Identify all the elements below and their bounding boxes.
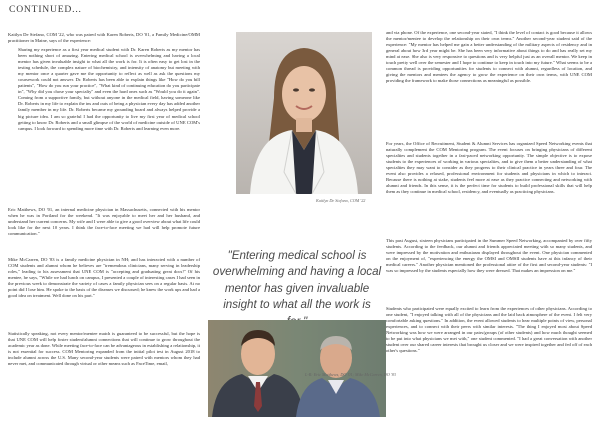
page-title: CONTINUED... [9, 4, 82, 15]
paragraph-eric-matthews: Eric Matthews, DO '01, an internal medicine physician in Massachusetts, connected with his mentor when he was in Portland for the weekend. "It was enjoyable to meet her and her husband, and understand her current concerns. My wife and I were able to give a good overview about what life could look like for the next 10 years. I think the face-to-face meeting we had will help promote future communication." [8, 207, 200, 237]
paragraph-second-year: and via phone. Of the experience, one second-year stated, "I think the level of contact is good because it allows the mentor/mentee to develop the relationship on their own terms." Another second-year student said of the experience: "My mentor has helped me gain a better understanding of the military aspects of residency and in general about how 3rd year might be. She has been very informative about things to do and has really set my mind at ease. She also is very responsive to questions and is very helpful just as an overall mentor. We keep in touch pretty well over the semester and I hope to continue to keep in touch into my future." What seems to be a common thread is providing opportunities for students to connect with alumni, regardless of location, and giving the mentors and mentees the agency to grow the experience on their own terms, with UNE COM providing the framework to make those connections as meaningful as possible. [386, 30, 592, 84]
photo-caption-top: Kaitlyn De Stefano, COM '22 [316, 198, 366, 203]
paragraph-statistics: Statistically speaking, not every mentor/mentee match is guaranteed to be successful, but the hope is that UNE COM will help foster student/alumni connections that will continue to grow throughout the academic year as done. While meeting face-to-face can be advantageous in establishing a relationship, it is not essential for success. COM Mentoring expanded from the initial pilot test in August 2018 to include alumni across the U.S. Many second-year students were paired with mentors whom they had never met, and communicated through virtual or other means such as FaceTime, email, [8, 331, 200, 367]
intro-paragraph: Kaitlyn De Stefano, COM '22, who was paired with Karen Roberts, DO '01, a Family Medicine/OMM practitioner in Maine, says of the experience: [8, 32, 200, 44]
pull-quote: "Entering medical school is overwhelming and having a local mentor has given invaluable insight to what all the work is [212, 249, 382, 312]
paragraph-mike-mccarren: Mike McCarren, DO '83 is a family medicine physician in NH; and has interacted with a number of COM students and alumni whom he believes are "tremendous clinicians, many serving in leadership roles," leading to his assessment that UNE COM is "accepting and graduating great docs!" Of his mentee, he says, "While we had lunch on campus, I presented a couple of interesting cases I had seen in the previous week to demonstrate the variety of cases a family physician sees on a regular basis. At no point did I lose him. He spoke to the basis of the diseases we discussed; he knew the work ups and had a good idea on treatment. Well done on his part." [8, 257, 201, 299]
photo-caption-bottom: L-R: Eric Matthews, DO '01; Mike McCarren, DO '83 [305, 372, 396, 377]
photo-kaitlyn-de-stefano [236, 32, 372, 194]
paragraph-summer-networking: This past August, sixteen physicians participated in the Summer Speed Networking, accompanied by over fifty students. According to the feedback, our alumni and friends appreciated meeting with so many students, and were impressed by the motivation and enthusiasm displayed throughout the event. One physician commented on the enjoyment of, "experiencing the energy the OMSI and OMSII students have at this infancy of their medical careers." Another physician mentioned the professional attire of the first and second-year students: "I was so impressed by the students especially how they were dressed. That makes an impression on me." [386, 238, 592, 274]
paragraph-student-feedback: Students who participated were equally excited to learn from the experiences of other physicians. According to one student, "I enjoyed talking with all of the physicians and the laid back atmosphere of the event. I felt very comfortable asking questions." In addition, the event allowed students to hear multiple points of view, personal experiences, and to connect with their peers with similar interests. "The thing I enjoyed most about Speed Networking was how we were arranged in our pairs/groups (of other students) and how much thought seemed to be put into what physicians we met with," one student commented. "I had a great conversation with another student over our shared career interests that brought us closer and we were inspired together and fed off of each other's questions." [386, 306, 592, 354]
photo-eric-mike [208, 320, 386, 417]
paragraph-speed-networking: For years, the Office of Recruitment, Student & Alumni Services has organized Speed Networking events that naturally complement the COM Mentoring program. The event focuses on bringing physicians of different specialties and students together in a fast-paced networking opportunity. The simple objective is to expose students to the experiences of working in various specialties, and to give them a better understanding of what specialties they may want to consider as they progress to their clinical practice in years three and four. The event also provides a relaxed, professional environment for students and physicians in which to interact. Because there is nothing at stake, students feel more at ease as they practice connecting and networking with alumni and friends. In this sense, it is the perfect time for students to build professional skills that will help them as they continue in medical school, residency, and eventually as practicing physicians. [386, 141, 592, 195]
quote-paragraph-kaitlyn: Sharing my experience as a first year medical student with Dr. Karen Roberts as my mentor has been nothing short of amazing. Entering medical school is overwhelming and having a local mentor has given invaluable insight to what all the work is for. It is often easy to get lost in the testing schedule, the complex nature of biochemistry, and intensity of anatomy but meeting with my mentor once a quarter gave me the opportunity to reflect as well as ask the questions my coursework could not answer. Dr. Roberts has been able to explain things like "How do you bill patients", "How do you run your practice", "What kind of continuing education do you participate in", "Why did you chose your specialty" and even the hard ones such as "Would you do it again". Coming from a supportive family, but without anyone in the medical field, having someone like Dr. Roberts in my life to explain the ins and outs of being a physician every day has added another family member in my life. Dr. Roberts became my grounding board and always helped provide a big picture idea. I am so grateful I had the opportunity to live my first year of medical school getting to know Dr. Roberts and a small glimpse of the world of medicine outside of UNE COM's campus. I look forward to spending more time with Dr. Roberts and learning even more. [18, 47, 200, 131]
